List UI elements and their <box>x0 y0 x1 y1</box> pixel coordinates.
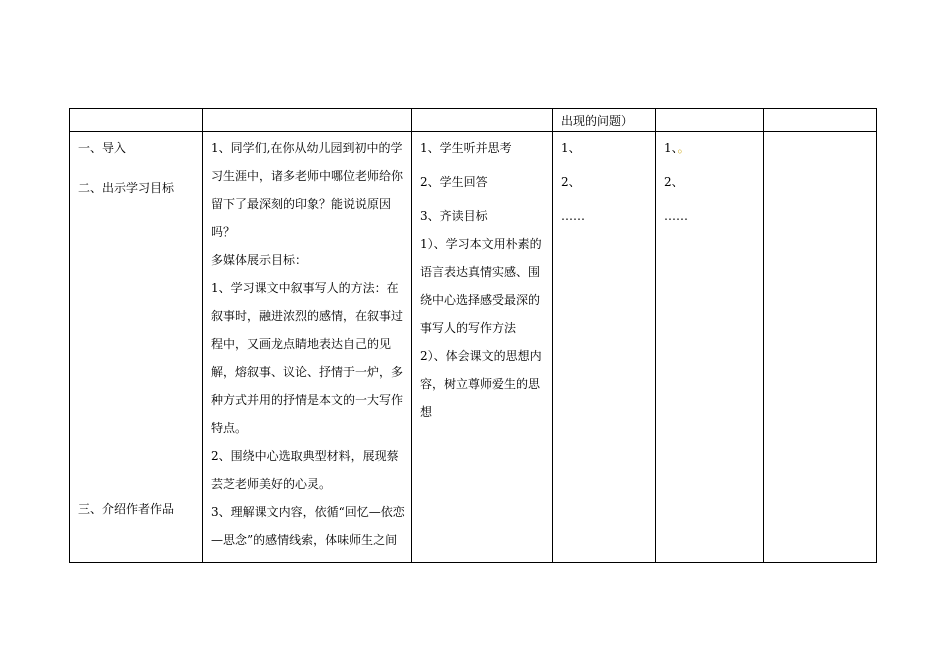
teacher-question: 1、同学们,在你从幼儿园到初中的学习生涯中，诸多老师中哪位老师给你留下了最深刻的印象？能说说原因吗？ <box>211 141 404 239</box>
teaching-steps-cell <box>70 132 203 563</box>
goal-2: 2）、体会课文的思想内容，树立尊师爱生的思想 <box>420 349 542 419</box>
list-item: 1、。 <box>664 141 690 155</box>
table-row <box>70 132 877 563</box>
student-activity-cell <box>412 132 553 563</box>
notes-cell-b <box>656 132 764 563</box>
table-cell <box>203 109 412 132</box>
table-cell <box>656 109 764 132</box>
lesson-plan-table <box>69 108 877 563</box>
student-step-1: 1、学生听并思考 <box>420 141 512 155</box>
list-item: 1、 <box>561 141 581 155</box>
empty-cell <box>764 132 877 563</box>
table-cell <box>553 109 656 132</box>
step-author-works: 三、介绍作者作品 <box>78 502 175 516</box>
teacher-activity-cell <box>203 132 412 563</box>
notes-cell-a <box>553 132 656 563</box>
objective-3: 3、理解课文内容，依循“回忆—依恋—思念”的感情线索，体味师生之间 <box>211 505 405 547</box>
table-row <box>70 109 877 132</box>
student-step-3: 3、齐读目标 <box>420 209 488 223</box>
multimedia-label: 多媒体展示目标： <box>211 253 308 267</box>
student-step-2: 2、学生回答 <box>420 175 488 189</box>
list-item: 2、 <box>664 175 684 189</box>
ellipsis: …… <box>664 209 688 223</box>
table-cell <box>412 109 553 132</box>
step-intro: 一、导入 <box>78 141 127 155</box>
step-objectives: 二、出示学习目标 <box>78 181 175 195</box>
goal-1: 1）、学习本文用朴素的语言表达真情实感、围绕中心选择感受最深的事写人的写作方法 <box>420 237 542 335</box>
table-cell <box>764 109 877 132</box>
objective-1: 1、学习课文中叙事写人的方法：在叙事时，融进浓烈的感情，在叙事过程中，又画龙点睛地表达自己的见解，熔叙事、议论、抒情于一炉，多种方式并用的抒情是本文的一大写作特点。 <box>211 281 404 435</box>
yellow-mark: 。 <box>677 141 690 155</box>
table-cell <box>70 109 203 132</box>
header-note: 出现的问题） <box>561 114 634 128</box>
list-item: 2、 <box>561 175 581 189</box>
ellipsis: …… <box>561 209 585 223</box>
objective-2: 2、围绕中心选取典型材料，展现蔡芸芝老师美好的心灵。 <box>211 449 399 491</box>
